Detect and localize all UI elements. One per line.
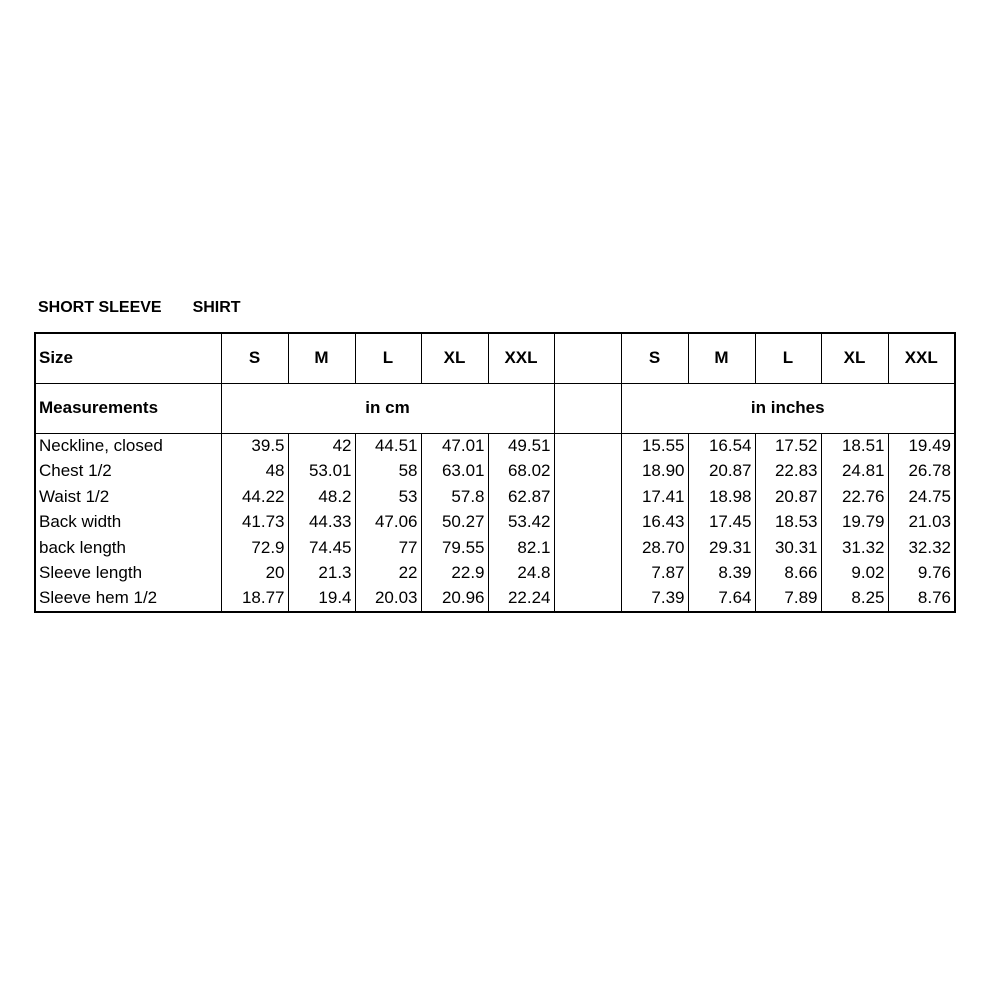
table-row — [35, 535, 955, 561]
unit-inches-label: in inches — [621, 383, 955, 433]
inch-value: 22.83 — [755, 459, 821, 485]
measurements-label: Measurements — [35, 383, 221, 433]
inch-value: 8.66 — [755, 561, 821, 587]
cm-value: 20.96 — [421, 586, 488, 612]
inch-value: 17.41 — [621, 484, 688, 510]
size-cm-l: L — [355, 333, 421, 383]
inch-value: 26.78 — [888, 459, 955, 485]
inch-value: 9.02 — [821, 561, 888, 587]
chart-title — [38, 299, 241, 317]
cm-value: 20.03 — [355, 586, 421, 612]
cm-value: 44.33 — [288, 510, 355, 536]
cm-value: 63.01 — [421, 459, 488, 485]
table-row — [35, 484, 955, 510]
spacer-cell — [554, 510, 621, 536]
cm-value: 77 — [355, 535, 421, 561]
table-row — [35, 561, 955, 587]
cm-value: 62.87 — [488, 484, 554, 510]
measurement-label: Chest 1/2 — [35, 459, 221, 485]
size-cm-s: S — [221, 333, 288, 383]
cm-value: 41.73 — [221, 510, 288, 536]
cm-value: 79.55 — [421, 535, 488, 561]
cm-value: 50.27 — [421, 510, 488, 536]
size-in-s: S — [621, 333, 688, 383]
cm-value: 24.8 — [488, 561, 554, 587]
inch-value: 8.76 — [888, 586, 955, 612]
size-in-m: M — [688, 333, 755, 383]
size-chart-table — [34, 332, 956, 613]
measurement-label: Waist 1/2 — [35, 484, 221, 510]
cm-value: 74.45 — [288, 535, 355, 561]
unit-cm-label: in cm — [221, 383, 554, 433]
inch-value: 24.81 — [821, 459, 888, 485]
inch-value: 20.87 — [688, 459, 755, 485]
size-cm-m: M — [288, 333, 355, 383]
cm-value: 42 — [288, 433, 355, 459]
inch-value: 7.89 — [755, 586, 821, 612]
unit-header-row — [35, 383, 955, 433]
inch-value: 19.79 — [821, 510, 888, 536]
cm-value: 72.9 — [221, 535, 288, 561]
inch-value: 20.87 — [755, 484, 821, 510]
table-row — [35, 586, 955, 612]
inch-value: 16.43 — [621, 510, 688, 536]
spacer-cell — [554, 459, 621, 485]
inch-value: 17.45 — [688, 510, 755, 536]
cm-value: 44.51 — [355, 433, 421, 459]
spacer-cell — [554, 333, 621, 383]
size-cm-xxl: XXL — [488, 333, 554, 383]
inch-value: 7.64 — [688, 586, 755, 612]
cm-value: 57.8 — [421, 484, 488, 510]
spacer-cell — [554, 383, 621, 433]
inch-value: 17.52 — [755, 433, 821, 459]
cm-value: 22 — [355, 561, 421, 587]
size-label: Size — [35, 333, 221, 383]
size-cm-xl: XL — [421, 333, 488, 383]
inch-value: 32.32 — [888, 535, 955, 561]
inch-value: 31.32 — [821, 535, 888, 561]
inch-value: 21.03 — [888, 510, 955, 536]
cm-value: 47.06 — [355, 510, 421, 536]
inch-value: 22.76 — [821, 484, 888, 510]
measurement-label: Neckline, closed — [35, 433, 221, 459]
measurement-label: Sleeve hem 1/2 — [35, 586, 221, 612]
cm-value: 48 — [221, 459, 288, 485]
cm-value: 22.9 — [421, 561, 488, 587]
title-short-sleeve: SHORT SLEEVE — [38, 299, 162, 316]
cm-value: 22.24 — [488, 586, 554, 612]
spacer-cell — [554, 535, 621, 561]
cm-value: 39.5 — [221, 433, 288, 459]
spacer-cell — [554, 433, 621, 459]
inch-value: 15.55 — [621, 433, 688, 459]
inch-value: 18.51 — [821, 433, 888, 459]
cm-value: 58 — [355, 459, 421, 485]
inch-value: 30.31 — [755, 535, 821, 561]
spacer-cell — [554, 561, 621, 587]
cm-value: 19.4 — [288, 586, 355, 612]
table-row — [35, 433, 955, 459]
cm-value: 48.2 — [288, 484, 355, 510]
inch-value: 7.87 — [621, 561, 688, 587]
cm-value: 68.02 — [488, 459, 554, 485]
inch-value: 16.54 — [688, 433, 755, 459]
measurement-label: back length — [35, 535, 221, 561]
cm-value: 21.3 — [288, 561, 355, 587]
inch-value: 18.98 — [688, 484, 755, 510]
inch-value: 29.31 — [688, 535, 755, 561]
size-in-l: L — [755, 333, 821, 383]
inch-value: 19.49 — [888, 433, 955, 459]
measurement-label: Sleeve length — [35, 561, 221, 587]
cm-value: 53.42 — [488, 510, 554, 536]
title-shirt: SHIRT — [192, 299, 241, 316]
cm-value: 49.51 — [488, 433, 554, 459]
cm-value: 53.01 — [288, 459, 355, 485]
inch-value: 9.76 — [888, 561, 955, 587]
inch-value: 8.39 — [688, 561, 755, 587]
spacer-cell — [554, 586, 621, 612]
size-in-xxl: XXL — [888, 333, 955, 383]
cm-value: 20 — [221, 561, 288, 587]
size-in-xl: XL — [821, 333, 888, 383]
measurement-label: Back width — [35, 510, 221, 536]
table-row — [35, 459, 955, 485]
inch-value: 28.70 — [621, 535, 688, 561]
table-row — [35, 510, 955, 536]
cm-value: 53 — [355, 484, 421, 510]
inch-value: 18.53 — [755, 510, 821, 536]
cm-value: 47.01 — [421, 433, 488, 459]
inch-value: 18.90 — [621, 459, 688, 485]
cm-value: 44.22 — [221, 484, 288, 510]
size-header-row — [35, 333, 955, 383]
inch-value: 7.39 — [621, 586, 688, 612]
cm-value: 18.77 — [221, 586, 288, 612]
cm-value: 82.1 — [488, 535, 554, 561]
spacer-cell — [554, 484, 621, 510]
inch-value: 24.75 — [888, 484, 955, 510]
inch-value: 8.25 — [821, 586, 888, 612]
